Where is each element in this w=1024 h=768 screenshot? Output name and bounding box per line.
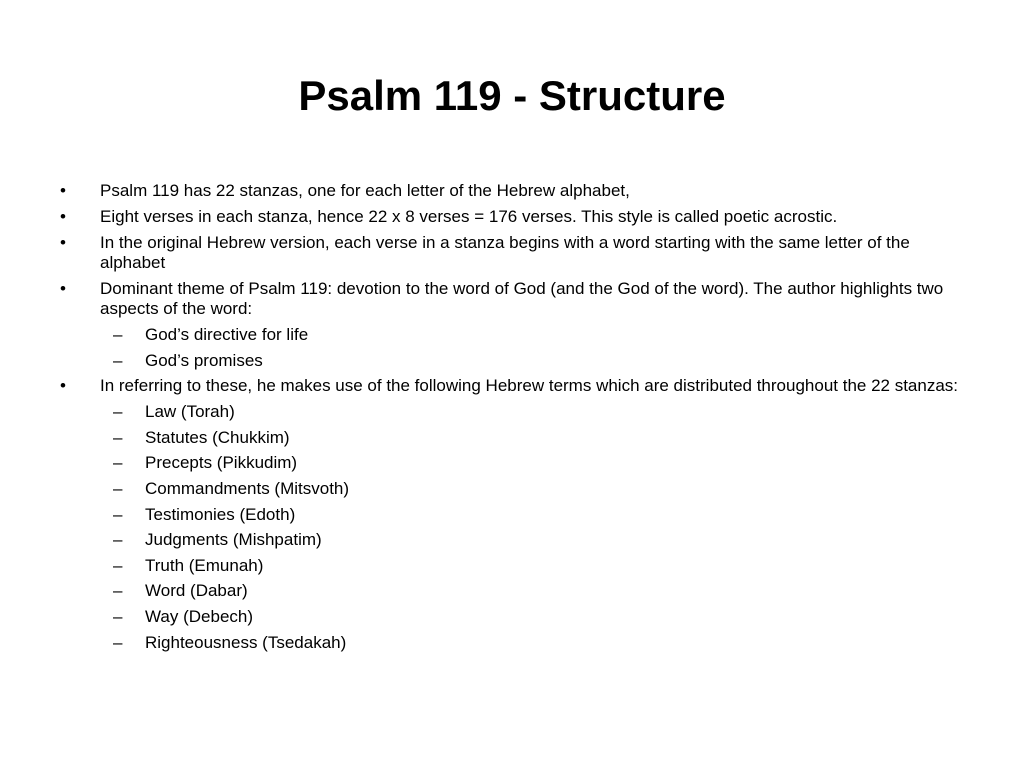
sub-item-text: Way (Debech) xyxy=(145,606,254,626)
sub-marker: – xyxy=(113,504,123,524)
sub-item-text: Precepts (Pikkudim) xyxy=(145,453,298,473)
sub-item xyxy=(0,428,1024,448)
bullet-text: Eight verses in each stanza, hence 22 x 8 verses = 176 verses. This style is called poetic acrostic. xyxy=(100,207,838,226)
sub-item-text: God’s directive for life xyxy=(145,325,309,344)
sub-item xyxy=(0,453,1024,473)
bullet-item xyxy=(0,233,1024,273)
sub-marker: – xyxy=(113,453,123,473)
bullet-text: Psalm 119 has 22 stanzas, one for each letter of the Hebrew alphabet, xyxy=(100,181,630,200)
bullet-marker: • xyxy=(60,207,66,226)
sub-item xyxy=(0,556,1024,576)
sub-item-text: Judgments (Mishpatim) xyxy=(145,530,322,550)
bullet-text: In the original Hebrew version, each verse in a stanza begins with a word starting with the same letter of the alphabet xyxy=(100,233,910,272)
sub-item-text: Law (Torah) xyxy=(145,402,235,422)
sub-marker: – xyxy=(113,581,123,601)
sub-item-text: Truth (Emunah) xyxy=(145,555,264,575)
bullet-item xyxy=(0,207,1024,227)
bullet-marker: • xyxy=(60,279,66,298)
sub-marker: – xyxy=(113,402,123,422)
sub-item-text: Commandments (Mitsvoth) xyxy=(145,478,350,498)
sub-item xyxy=(0,351,1024,371)
sub-marker: – xyxy=(113,555,123,575)
sub-item xyxy=(0,607,1024,627)
sub-item-text: Righteousness (Tsedakah) xyxy=(145,632,347,652)
sub-item-text: Word (Dabar) xyxy=(145,581,248,601)
sub-marker: – xyxy=(113,350,123,370)
bullet-text: Dominant theme of Psalm 119: devotion to the word of God (and the God of the word). The author highlights two aspects of the word: xyxy=(100,279,944,318)
sub-item xyxy=(0,505,1024,525)
sub-marker: – xyxy=(113,478,123,498)
sub-item xyxy=(0,325,1024,345)
bullet-list xyxy=(0,181,1024,658)
sub-marker: – xyxy=(113,530,123,550)
bullet-marker: • xyxy=(60,233,66,252)
bullet-marker: • xyxy=(60,181,66,200)
sub-item-text: God’s promises xyxy=(145,350,263,370)
bullet-item xyxy=(0,181,1024,201)
sub-item xyxy=(0,581,1024,601)
sub-marker: – xyxy=(113,427,123,447)
sub-item xyxy=(0,479,1024,499)
bullet-text: In referring to these, he makes use of the following Hebrew terms which are distributed throughout the 22 stanzas: xyxy=(100,376,959,396)
slide-title: Psalm 119 - Structure xyxy=(298,72,726,119)
sub-item-text: Testimonies (Edoth) xyxy=(145,504,296,524)
sub-item xyxy=(0,402,1024,422)
sub-marker: – xyxy=(113,606,123,626)
sub-item xyxy=(0,530,1024,550)
bullet-item xyxy=(0,279,1024,319)
sub-item-text: Statutes (Chukkim) xyxy=(145,427,290,447)
bullet-marker: • xyxy=(60,376,66,396)
bullet-item xyxy=(0,376,1024,396)
sub-item xyxy=(0,633,1024,653)
sub-marker: – xyxy=(113,325,123,344)
sub-marker: – xyxy=(113,632,123,652)
